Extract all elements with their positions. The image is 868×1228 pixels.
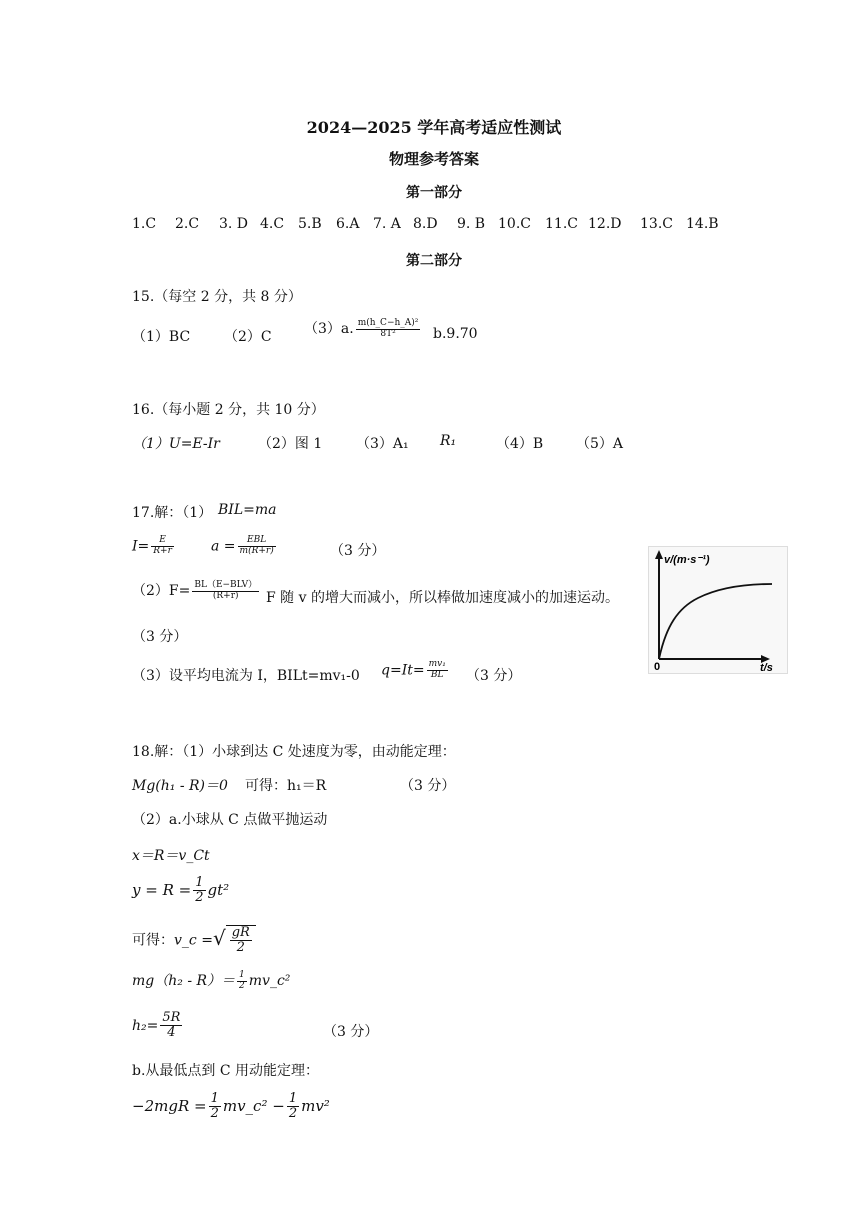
graph-y-label: v/(m·s⁻¹) xyxy=(664,554,710,566)
eq-lhs: q=It= xyxy=(381,662,425,679)
q16-heading: 16.（每小题 2 分，共 10 分） xyxy=(132,402,325,418)
q18-part2a: （2）a.小球从 C 点做平抛运动 xyxy=(132,812,328,828)
mc-answer: 2.C xyxy=(175,216,200,232)
q15-answer-3a xyxy=(304,318,422,339)
fraction-numerator: 5R xyxy=(162,1010,181,1025)
fraction-numerator: BL（E−BLV） xyxy=(194,579,258,590)
eq-lhs: （2）F= xyxy=(132,583,191,599)
mc-answer: 13.C xyxy=(640,216,673,232)
graph-x-label: t/s xyxy=(760,662,773,674)
eq-lhs: y = R = xyxy=(132,880,192,899)
eq-var: v_c = xyxy=(174,932,213,949)
q17-points-3: （3 分） xyxy=(466,668,522,684)
fraction-numerator: m(h_C−h_A)² xyxy=(357,317,419,328)
q18-eq-velocity xyxy=(132,925,256,956)
q15-answer-1: （1）BC xyxy=(132,329,191,345)
fraction-denominator: 2 xyxy=(210,1106,219,1122)
q16-answer-1: （1）U=E-Ir xyxy=(132,436,220,452)
q15-heading: 15.（每空 2 分，共 8 分） xyxy=(132,289,302,305)
fraction-numerator: 1 xyxy=(288,1091,298,1106)
section-heading-part2: 第二部分 xyxy=(406,253,462,269)
fraction-numerator: EBL xyxy=(238,536,276,547)
q17-average-current: （3）设平均电流为 I，BILt=mv₁-0 xyxy=(132,668,360,684)
fraction-denominator: 2 xyxy=(195,890,204,906)
q18-heading: 18.解：（1）小球到达 C 处速度为零，由动能定理： xyxy=(132,744,456,760)
q17-points-2: （3 分） xyxy=(132,629,188,645)
mc-answer: 8.D xyxy=(413,216,438,232)
fraction-denominator: 4 xyxy=(167,1025,176,1041)
mc-answer: 6.A xyxy=(336,216,360,232)
mc-answer: 1.C xyxy=(132,216,157,232)
q18-eq-vertical xyxy=(132,876,229,906)
fraction-denominator: BL xyxy=(430,669,444,680)
q16-answer-3: （3）A₁ xyxy=(356,436,409,452)
q18-result-1: 可得：h₁＝R xyxy=(245,778,327,794)
fraction-numerator: gR xyxy=(231,925,250,940)
velocity-time-graph xyxy=(648,546,788,674)
q18-eq-h2 xyxy=(132,1011,184,1041)
eq-term: mv² xyxy=(301,1096,330,1115)
eq-lhs: a = xyxy=(211,538,236,555)
q18-part2b: b.从最低点到 C 用动能定理： xyxy=(132,1063,320,1079)
q16-answer-2: （2）图 1 xyxy=(258,436,323,452)
mc-answer: 11.C xyxy=(545,216,578,232)
q18-h2-fraction xyxy=(160,1011,182,1041)
q18-eq-energy-2 xyxy=(132,970,290,991)
eq-term: mv_c² − xyxy=(222,1096,285,1115)
q17-accel-fraction xyxy=(238,536,276,557)
fraction-denominator: 2 xyxy=(236,940,245,956)
q16-answer-5: （5）A xyxy=(576,436,624,452)
q18-half-fraction xyxy=(193,876,205,906)
q17-eq-force xyxy=(132,580,261,601)
fraction-denominator: 2 xyxy=(239,980,245,991)
q17-points-1: （3 分） xyxy=(330,543,386,559)
eq-lhs: I= xyxy=(132,538,150,555)
eq-lhs: h₂= xyxy=(132,1017,159,1034)
fraction-numerator: mv₁ xyxy=(428,659,446,669)
fraction-denominator: 8T² xyxy=(380,328,396,339)
mc-answer: 14.B xyxy=(686,216,719,232)
graph-origin-label: 0 xyxy=(654,661,661,673)
q15-answer-3a-label: （3）a. xyxy=(304,321,354,337)
q18-points-1: （3 分） xyxy=(400,778,456,794)
fraction-denominator: R+r xyxy=(153,545,172,556)
q17-heading: 17.解：（1） xyxy=(132,505,213,521)
mc-answer: 12.D xyxy=(588,216,622,232)
mc-answer: 4.C xyxy=(260,216,285,232)
sqrt-symbol: √ $\frac{gR}{2}$ xyxy=(213,925,256,956)
eq-rhs: gt² xyxy=(207,880,230,899)
fraction-numerator: 1 xyxy=(195,875,204,890)
q15-answer-3b: b.9.70 xyxy=(433,326,478,342)
q18-sqrt-fraction xyxy=(230,926,252,956)
q18-eq-energy-3 xyxy=(132,1092,330,1122)
mc-answer: 9. B xyxy=(457,216,486,232)
q18-half-fraction xyxy=(209,1092,221,1122)
document-subtitle: 物理参考答案 xyxy=(388,150,479,168)
q17-eq-current xyxy=(132,536,176,557)
q18-points-2: （3 分） xyxy=(323,1024,379,1040)
fraction-denominator: (R+r) xyxy=(212,590,239,601)
fraction-denominator: m(R+r) xyxy=(239,545,274,556)
mc-answer: 5.B xyxy=(298,216,322,232)
fraction-numerator: 1 xyxy=(210,1091,219,1106)
eq-rhs: mv_c² xyxy=(248,973,291,989)
q15-answer-2: （2）C xyxy=(224,329,272,345)
eq-lhs: mg（h₂ - R）＝ xyxy=(132,973,236,989)
q18-eq-energy-1: Mg(h₁ - R)＝0 xyxy=(132,778,228,794)
q17-force-fraction xyxy=(192,581,259,602)
eq-lhs: 可得： xyxy=(132,932,174,949)
fraction-numerator: 1 xyxy=(239,969,245,980)
q17-charge-fraction xyxy=(427,660,448,681)
q17-explanation: F 随 v 的增大而减小，所以棒做加速度减小的加速运动。 xyxy=(266,590,619,606)
fraction-denominator: 2 xyxy=(288,1106,298,1122)
q18-half-fraction xyxy=(237,971,247,992)
q18-half-fraction xyxy=(287,1092,299,1122)
mc-answer: 10.C xyxy=(498,216,531,232)
q15-fraction xyxy=(356,319,421,340)
q16-answer-3b: R₁ xyxy=(440,433,457,449)
q17-eq-newton: BIL=ma xyxy=(218,502,277,518)
q17-eq-charge xyxy=(381,660,450,681)
mc-answer: 7. A xyxy=(373,216,401,232)
mc-answer: 3. D xyxy=(219,216,249,232)
q16-answer-4: （4）B xyxy=(496,436,544,452)
q18-eq-horizontal: x＝R＝v_Ct xyxy=(132,848,210,864)
q17-eq-accel xyxy=(211,536,278,557)
section-heading-part1: 第一部分 xyxy=(406,185,462,201)
fraction-numerator: E xyxy=(151,536,174,547)
eq-lhs: −2mgR = xyxy=(132,1096,207,1115)
document-title: 2024—2025 学年高考适应性测试 xyxy=(306,118,562,137)
q17-current-fraction xyxy=(151,536,174,557)
